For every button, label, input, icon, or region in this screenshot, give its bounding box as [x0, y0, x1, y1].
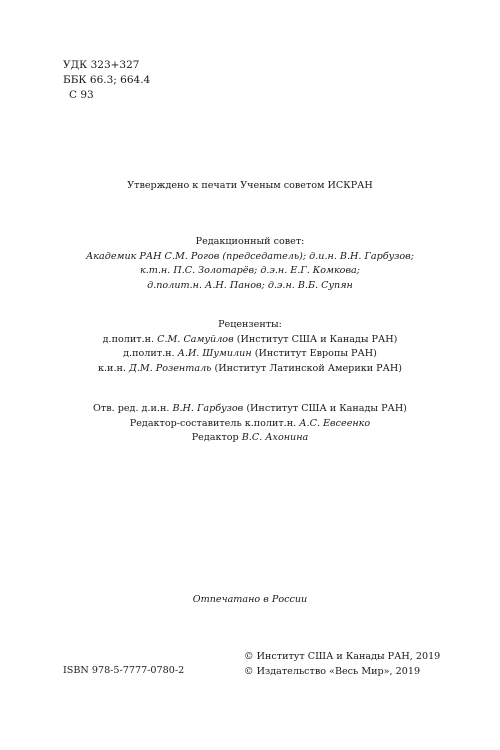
reviewer-degree: к.и.н. [98, 362, 126, 374]
editorial-board [0, 235, 500, 293]
reviewer-degree: д.полит.н. [123, 348, 175, 360]
compiler-prefix: Редактор-составитель к.полит.н. [129, 417, 297, 429]
reviewer-org: (Институт Европы РАН) [254, 348, 377, 360]
chief-editor-name: В.Н. Гарбузов [172, 403, 244, 414]
author-mark: С 93 [69, 89, 94, 101]
editor-name: В.С. Ахонина [241, 432, 309, 444]
reviewers-heading: Рецензенты: [218, 319, 282, 330]
copyright-line: © Институт США и Канады РАН, 2019 [244, 651, 441, 662]
editor-line [0, 431, 500, 446]
reviewer-entry [0, 347, 500, 362]
copyright-line: © Издательство «Весь Мир», 2019 [244, 665, 421, 677]
chief-editor-org: (Институт США и Канады РАН) [246, 403, 407, 414]
editorial-board-heading: Редакционный совет: [195, 236, 305, 247]
printed-in-russia [0, 593, 500, 608]
copyright-notice [244, 650, 440, 679]
chief-editor-prefix: Отв. ред. д.и.н. [93, 403, 170, 414]
reviewer-org: (Институт США и Канады РАН) [236, 333, 398, 345]
reviewer-org: (Институт Латинской Америки РАН) [214, 362, 402, 374]
compiler-line [0, 417, 500, 432]
reviewer-degree: д.полит.н. [102, 333, 155, 345]
editorial-board-line: к.т.н. П.С. Золотарёв; д.э.н. Е.Г. Комкова; [139, 265, 360, 277]
approval-text: Утверждено к печати Ученым советом ИСКРАН [127, 180, 373, 191]
bbk-code: ББК 66.3; 664.4 [63, 74, 151, 86]
reviewer-entry [0, 362, 500, 377]
editorial-board-line: д.полит.н. А.Н. Панов; д.э.н. В.Б. Супян [147, 279, 353, 291]
reviewer-name: С.М. Самуйлов [157, 333, 234, 345]
reviewers [0, 318, 500, 376]
editor-prefix: Редактор [191, 432, 239, 444]
editors [0, 402, 500, 446]
printed-text: Отпечатано в России [192, 594, 308, 605]
isbn: ISBN 978-5-7777-0780-2 [63, 665, 185, 676]
classification-codes [63, 58, 150, 103]
reviewer-entry [0, 333, 500, 348]
udk-code: УДК 323+327 [63, 59, 140, 71]
reviewer-name: А.И. Шумилин [177, 348, 252, 360]
compiler-name: А.С. Евсеенко [299, 417, 371, 429]
chief-editor-line [0, 402, 500, 417]
approval-note [0, 179, 500, 194]
editorial-board-line: Академик РАН С.М. Рогов (председатель); д.и.н. В.Н. Гарбузов; [86, 250, 414, 262]
reviewer-name: Д.М. Розенталь [129, 362, 212, 374]
